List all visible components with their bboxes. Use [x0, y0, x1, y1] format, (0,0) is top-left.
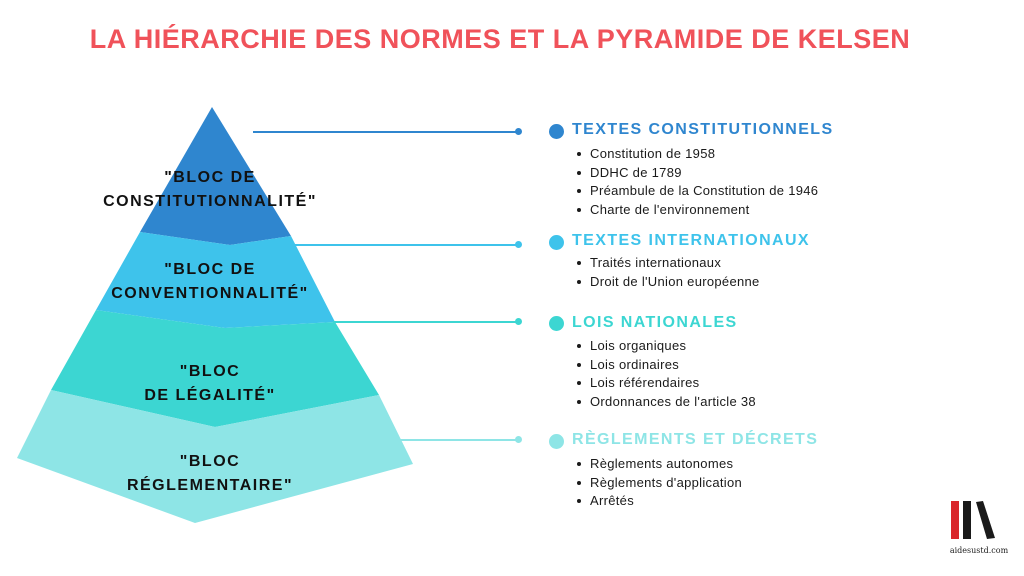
connector-dot — [515, 436, 522, 443]
list-item: Arrêtés — [576, 492, 742, 511]
connector-dot — [515, 241, 522, 248]
category-title-constitutionnels: TEXTES CONSTITUTIONNELS — [572, 121, 834, 138]
logo-book-leaning — [976, 501, 995, 539]
connector-line — [380, 439, 519, 441]
list-item: Ordonnances de l'article 38 — [576, 393, 756, 412]
connector-dot — [515, 128, 522, 135]
category-list-internationaux — [576, 254, 760, 291]
category-list-constitutionnels — [576, 145, 818, 219]
level-label-legalite — [85, 360, 335, 408]
level-label-conventionnalite — [85, 258, 335, 306]
logo-book-dark — [963, 501, 971, 539]
list-item: Lois ordinaires — [576, 356, 756, 375]
category-dot — [549, 434, 564, 449]
level-label-constitutionnalite — [85, 166, 335, 214]
logo-book-red — [951, 501, 959, 539]
level-label-line: RÉGLEMENTAIRE" — [126, 477, 294, 494]
page-title: LA HIÉRARCHIE DES NORMES ET LA PYRAMIDE DE KELSEN — [89, 24, 911, 54]
connector-dot — [515, 318, 522, 325]
level-label-line: "BLOC — [179, 363, 241, 380]
list-item: Lois organiques — [576, 337, 756, 356]
connector-line — [253, 131, 519, 133]
list-item: Lois référendaires — [576, 374, 756, 393]
logo-text: aidesustd.com — [949, 546, 1009, 555]
connector-line — [293, 244, 519, 246]
list-item: Droit de l'Union européenne — [576, 273, 760, 292]
list-item: Règlements autonomes — [576, 455, 742, 474]
category-dot — [549, 316, 564, 331]
level-label-line: "BLOC — [179, 453, 241, 470]
category-title-internationaux: TEXTES INTERNATIONAUX — [572, 232, 811, 249]
category-list-reglements — [576, 455, 742, 511]
connector-line — [333, 321, 519, 323]
category-list-lois — [576, 337, 756, 411]
category-title-lois: LOIS NATIONALES — [572, 314, 738, 331]
level-label-line: CONSTITUTIONNALITÉ" — [103, 193, 317, 210]
list-item: Règlements d'application — [576, 474, 742, 493]
list-item: Charte de l'environnement — [576, 201, 818, 220]
list-item: Préambule de la Constitution de 1946 — [576, 182, 818, 201]
category-title-reglements: RÈGLEMENTS ET DÉCRETS — [572, 431, 819, 448]
level-label-line: "BLOC DE — [164, 169, 256, 186]
level-label-reglementaire — [85, 450, 335, 498]
level-label-line: "BLOC DE — [164, 261, 256, 278]
category-dot — [549, 235, 564, 250]
list-item: Traités internationaux — [576, 254, 760, 273]
level-label-line: CONVENTIONNALITÉ" — [111, 285, 309, 302]
list-item: DDHC de 1789 — [576, 164, 818, 183]
list-item: Constitution de 1958 — [576, 145, 818, 164]
level-label-line: DE LÉGALITÉ" — [144, 387, 276, 404]
category-dot — [549, 124, 564, 139]
